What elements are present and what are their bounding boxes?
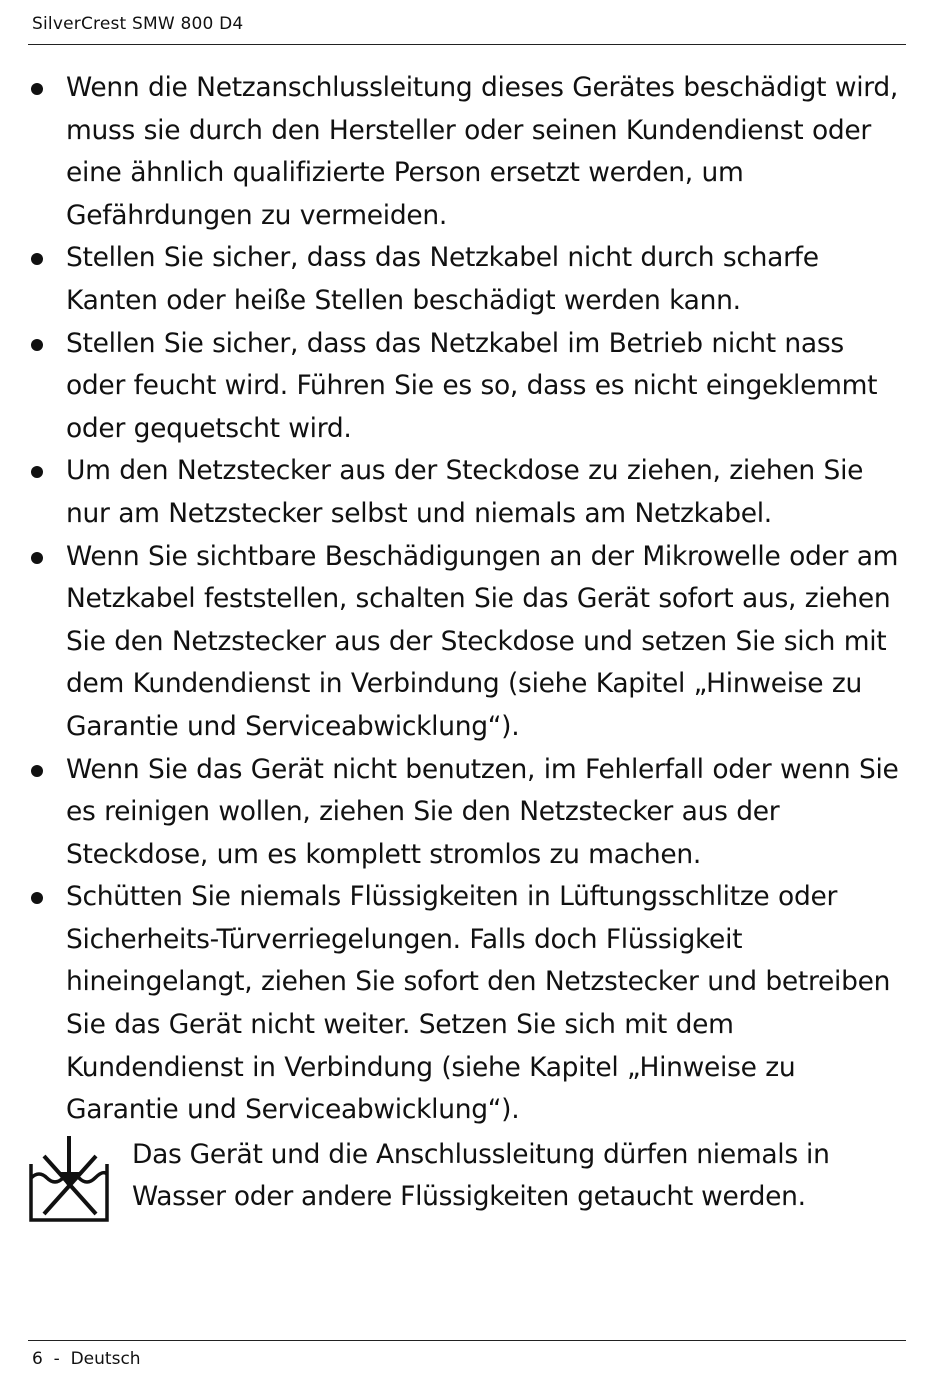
list-item: [28, 876, 908, 1132]
bullet-icon: [31, 892, 43, 904]
no-immersion-icon: [28, 1134, 110, 1224]
list-item-text: Wenn Sie sichtbare Beschädigungen an der Mikrowelle oder am Netzkabel feststellen, schalten Sie das Gerät sofort aus, ziehen Sie den Netzstecker aus der Steckdose und setzen Sie sich mit dem Kundendienst in Verbindung (siehe Kapitel „Hinweise zu Garantie und Serviceabwicklung“).: [66, 540, 899, 742]
list-item: [28, 749, 908, 877]
bullet-icon: [31, 765, 43, 777]
immersion-warning: [28, 1134, 908, 1234]
list-item-text: Schütten Sie niemals Flüssigkeiten in Lüftungsschlitze oder Sicherheits-Türverriegelungen. Falls doch Flüssigkeit hineingelangt, ziehen Sie sofort den Netzstecker und betreiben Sie das Gerät nicht weiter. Setzen Sie sich mit dem Kundendienst in Verbindung (siehe Kapitel „Hinweise zu Garantie und Serviceabwicklung“).: [66, 881, 891, 1126]
footer-label: [32, 1349, 141, 1369]
document-title: SilverCrest SMW 800 D4: [32, 14, 244, 34]
list-item-text: Um den Netzstecker aus der Steckdose zu ziehen, ziehen Sie nur am Netzstecker selbst und niemals am Netzkabel.: [66, 455, 864, 529]
page-footer: [28, 1340, 906, 1375]
footer-separator: -: [53, 1349, 60, 1369]
page-content: [28, 67, 908, 1234]
footer-language: Deutsch: [70, 1349, 141, 1369]
list-item: [28, 67, 908, 237]
bullet-icon: [31, 552, 43, 564]
safety-instructions-list: [28, 67, 908, 1132]
list-item: [28, 536, 908, 749]
list-item: [28, 237, 908, 322]
list-item: [28, 450, 908, 535]
bullet-icon: [31, 466, 43, 478]
list-item: [28, 323, 908, 451]
bullet-icon: [31, 253, 43, 265]
bullet-icon: [31, 339, 43, 351]
page-header: [28, 0, 906, 45]
bullet-icon: [31, 83, 43, 95]
list-item-text: Wenn die Netzanschlussleitung dieses Gerätes beschädigt wird, muss sie durch den Hersteller oder seinen Kundendienst oder eine ähnlich qualifizierte Person ersetzt werden, um Gefährdungen zu vermeiden.: [66, 72, 899, 231]
warning-text: Das Gerät und die Anschlussleitung dürfen niemals in Wasser oder andere Flüssigkeiten getaucht werden.: [132, 1138, 830, 1213]
list-item-text: Stellen Sie sicher, dass das Netzkabel im Betrieb nicht nass oder feucht wird. Führen Sie es so, dass es nicht eingeklemmt oder gequetscht wird.: [66, 327, 878, 444]
list-item-text: Stellen Sie sicher, dass das Netzkabel nicht durch scharfe Kanten oder heiße Stellen beschädigt werden kann.: [66, 242, 819, 316]
list-item-text: Wenn Sie das Gerät nicht benutzen, im Fehlerfall oder wenn Sie es reinigen wollen, ziehen Sie den Netzstecker aus der Steckdose, um es komplett stromlos zu machen.: [66, 753, 899, 870]
page-number: 6: [32, 1349, 43, 1369]
